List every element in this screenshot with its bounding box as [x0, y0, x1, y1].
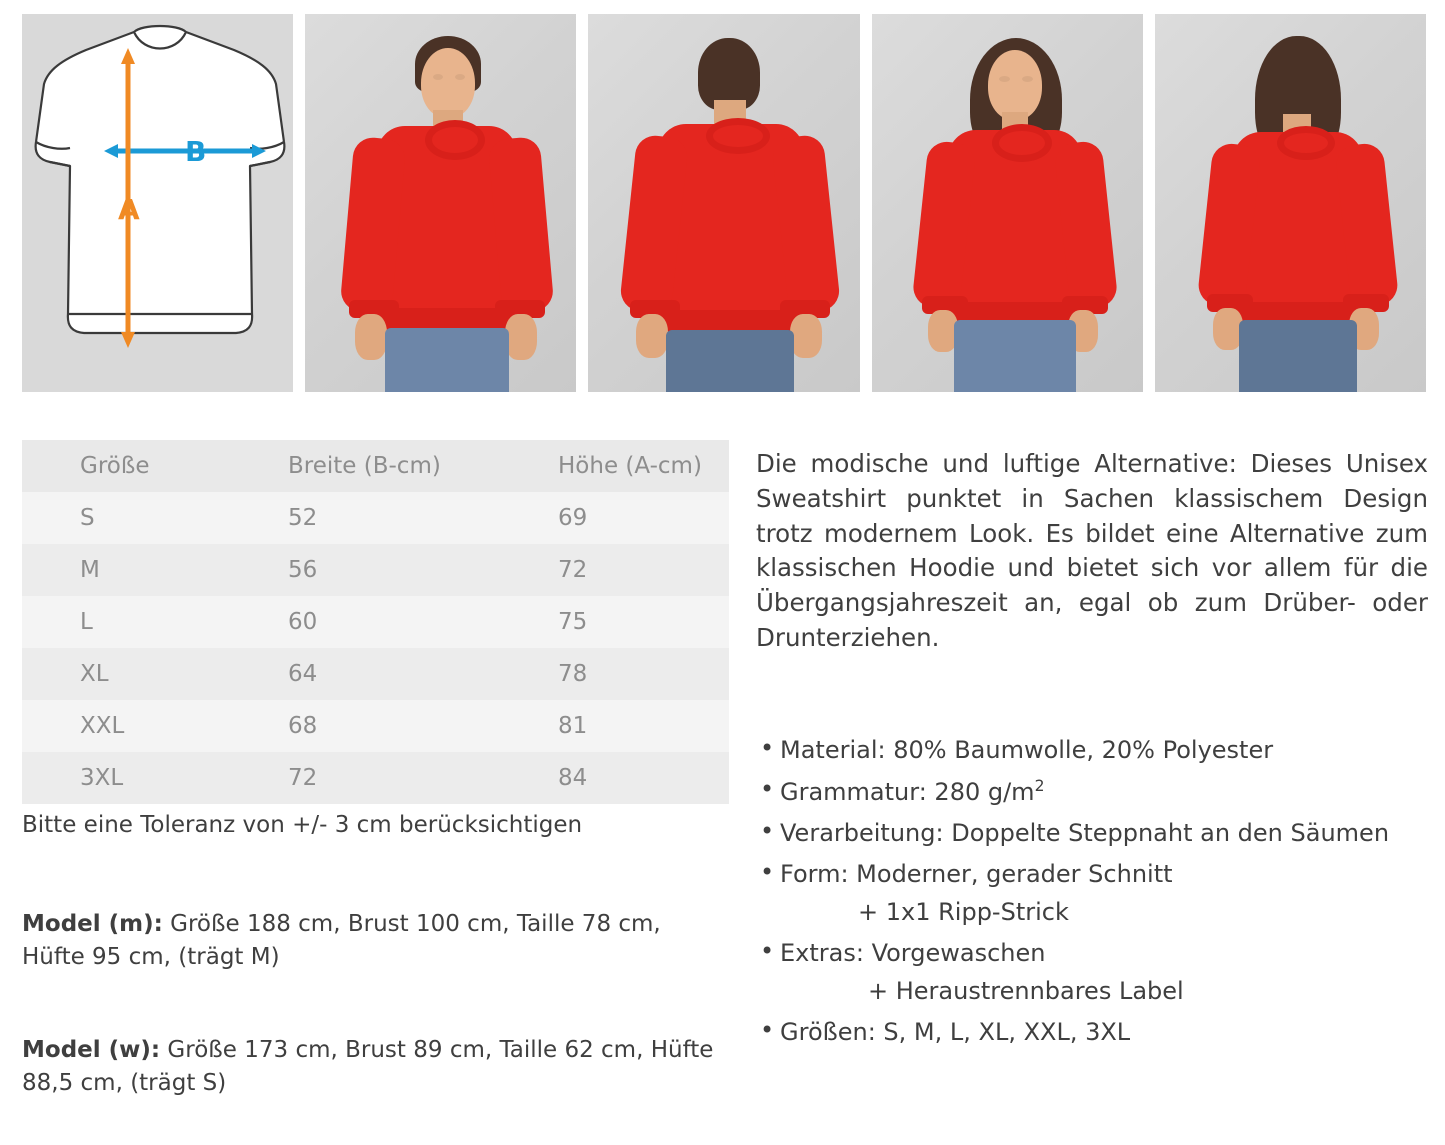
cell-width: 64 — [288, 661, 318, 687]
list-item — [756, 821, 1436, 845]
model-female-label: Model (w): — [22, 1037, 161, 1063]
dimension-a-label: A — [118, 193, 140, 226]
model-female-measurements — [22, 1034, 722, 1101]
product-description: Die modische und luftige Alternative: Dieses Unisex Sweatshirt punktet in Sachen klassischem Design trotz modernem Look. Es bildet eine Alternative zum klassischen Hoodie und bietet sich vor allem für die Übergangsjahreszeit an, egal ob zum Drüber- oder Drunterziehen. — [756, 449, 1428, 652]
model-female-text: Größe 173 cm, Brust 89 cm, Taille 62 cm, Hüfte 88,5 cm, (trägt S) — [22, 1037, 714, 1097]
size-chart-table — [22, 440, 729, 804]
model-male-measurements — [22, 908, 722, 975]
list-item — [756, 1020, 1436, 1044]
cell-width: 72 — [288, 765, 318, 791]
cell-size: XL — [80, 661, 109, 687]
dimension-b-label: B — [185, 135, 207, 168]
cell-height: 78 — [558, 661, 588, 687]
cell-height: 81 — [558, 713, 588, 739]
column-header-size: Größe — [80, 453, 150, 479]
feature-sizes: Größen: S, M, L, XL, XXL, 3XL — [780, 1018, 1131, 1046]
table-row — [22, 648, 729, 700]
list-item — [756, 779, 1436, 804]
cell-width: 68 — [288, 713, 318, 739]
cell-height: 84 — [558, 765, 588, 791]
cell-size: L — [80, 609, 93, 635]
feature-fit: Form: Moderner, gerader Schnitt — [780, 860, 1173, 888]
column-header-height: Höhe (A-cm) — [558, 453, 702, 479]
list-item — [756, 941, 1436, 1003]
model-male-back — [588, 14, 859, 392]
list-item — [756, 862, 1436, 924]
table-header-row — [22, 440, 729, 492]
cell-height: 69 — [558, 505, 588, 531]
feature-fit-sub: + 1x1 Ripp-Strick — [858, 898, 1069, 926]
feature-weight: Grammatur: 280 g/m — [780, 778, 1035, 806]
cell-width: 60 — [288, 609, 318, 635]
cell-size: S — [80, 505, 95, 531]
product-image-gallery — [22, 14, 1426, 392]
cell-size: M — [80, 557, 100, 583]
feature-processing: Verarbeitung: Doppelte Steppnaht an den Säumen — [780, 819, 1390, 847]
size-schematic — [22, 14, 293, 392]
table-row — [22, 700, 729, 752]
model-female-front — [872, 14, 1143, 392]
cell-size: XXL — [80, 713, 125, 739]
table-row — [22, 596, 729, 648]
feature-material: Material: 80% Baumwolle, 20% Polyester — [780, 736, 1274, 764]
feature-weight-superscript: 2 — [1034, 777, 1045, 795]
sweatshirt-outline-icon — [22, 14, 293, 392]
column-header-width: Breite (B-cm) — [288, 453, 441, 479]
table-row — [22, 492, 729, 544]
cell-height: 72 — [558, 557, 588, 583]
size-chart-header — [22, 440, 729, 492]
cell-size: 3XL — [80, 765, 124, 791]
model-female-back — [1155, 14, 1426, 392]
list-item — [756, 738, 1436, 762]
table-row — [22, 752, 729, 804]
cell-width: 52 — [288, 505, 318, 531]
cell-height: 75 — [558, 609, 588, 635]
cell-width: 56 — [288, 557, 318, 583]
product-feature-list — [756, 738, 1436, 1061]
feature-extras: Extras: Vorgewaschen — [780, 939, 1046, 967]
model-male-front — [305, 14, 576, 392]
table-row — [22, 544, 729, 596]
tolerance-note: Bitte eine Toleranz von +/- 3 cm berücksichtigen — [22, 812, 583, 838]
model-male-text: Größe 188 cm, Brust 100 cm, Taille 78 cm, Hüfte 95 cm, (trägt M) — [22, 911, 661, 971]
size-chart-body — [22, 492, 729, 804]
feature-extras-sub: + Heraustrennbares Label — [868, 977, 1184, 1005]
model-male-label: Model (m): — [22, 911, 163, 937]
